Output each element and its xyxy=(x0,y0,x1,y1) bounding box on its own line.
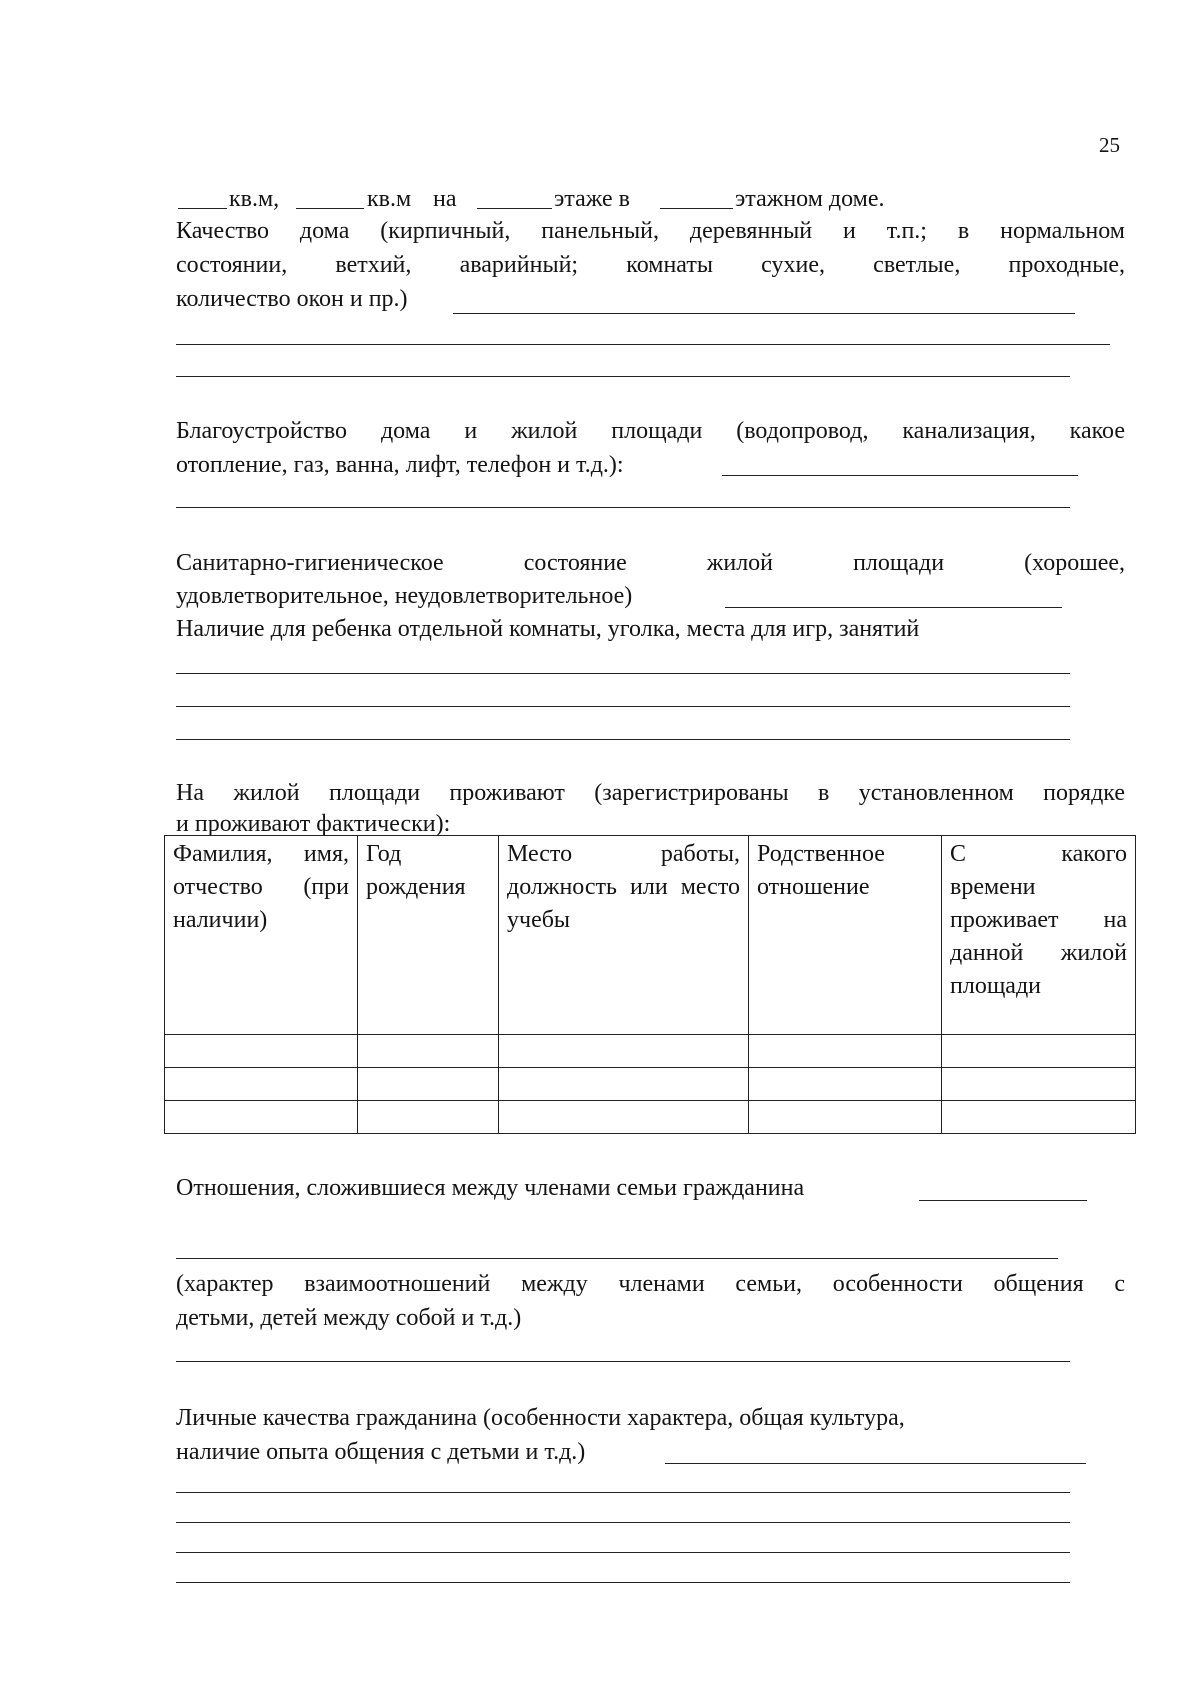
quality-text-line-2: состоянии, ветхий, аварийный; комнаты сухие, светлые, проходные, xyxy=(176,252,1125,278)
area-blank-2[interactable] xyxy=(296,208,364,209)
table-cell[interactable] xyxy=(749,1101,942,1134)
table-cell[interactable] xyxy=(358,1035,499,1068)
header-birth-year: Год рождения xyxy=(358,836,499,1035)
personal-text-line-2: наличие опыта общения с детьми и т.д.) xyxy=(176,1439,586,1465)
child-space-answer-line-3[interactable] xyxy=(176,739,1070,740)
table-row xyxy=(165,1035,1136,1068)
table-row xyxy=(165,1068,1136,1101)
table-cell[interactable] xyxy=(358,1068,499,1101)
sanitary-text-line-2: удовлетворительное, неудовлетворительное) xyxy=(176,583,633,609)
quality-text-line-3: количество окон и пр.) xyxy=(176,286,408,312)
relations-note-line-2: детьми, детей между собой и т.д.) xyxy=(176,1305,522,1331)
personal-text-line-1: Личные качества гражданина (особенности характера, общая культура, xyxy=(176,1405,905,1431)
quality-answer-line-2[interactable] xyxy=(176,344,1110,345)
relations-note-line-1: (характер взаимоотношений между членами семьи, особенности общения с xyxy=(176,1271,1125,1297)
table-cell[interactable] xyxy=(749,1068,942,1101)
amenities-text-line-1: Благоустройство дома и жилой площади (водопровод, канализация, какое xyxy=(176,418,1125,444)
table-cell[interactable] xyxy=(942,1035,1136,1068)
personal-answer-line-4[interactable] xyxy=(176,1552,1070,1553)
residents-intro-line-1: На жилой площади проживают (зарегистрированы в установленном порядке xyxy=(176,780,1125,806)
table-row xyxy=(165,1101,1136,1134)
relations-answer-line-1[interactable] xyxy=(919,1200,1087,1201)
relations-text: Отношения, сложившиеся между членами семьи гражданина xyxy=(176,1175,805,1201)
page-number: 25 xyxy=(1099,133,1120,157)
floor-label: этаже в xyxy=(554,186,630,212)
header-residence-since: С какого времени проживает на данной жилой площади xyxy=(942,836,1136,1035)
personal-answer-line-3[interactable] xyxy=(176,1522,1070,1523)
table-cell[interactable] xyxy=(499,1035,749,1068)
residents-intro-line-2: и проживают фактически): xyxy=(176,811,451,837)
amenities-answer-line-2[interactable] xyxy=(176,507,1070,508)
storeys-label: этажном доме. xyxy=(735,186,885,212)
table-cell[interactable] xyxy=(165,1068,358,1101)
table-cell[interactable] xyxy=(358,1101,499,1134)
quality-text-line-1: Качество дома (кирпичный, панельный, деревянный и т.п.; в нормальном xyxy=(176,218,1125,244)
table-cell[interactable] xyxy=(165,1035,358,1068)
relations-answer-line-3[interactable] xyxy=(176,1361,1070,1362)
amenities-answer-line-1[interactable] xyxy=(722,475,1078,476)
header-full-name: Фамилия, имя, отчество (при наличии) xyxy=(165,836,358,1035)
area-blank-1[interactable] xyxy=(178,208,227,209)
amenities-text-line-2: отопление, газ, ванна, лифт, телефон и т.д.): xyxy=(176,452,624,478)
child-space-text: Наличие для ребенка отдельной комнаты, уголка, места для игр, занятий xyxy=(176,616,920,642)
residents-header-row xyxy=(165,836,1136,1035)
table-cell[interactable] xyxy=(499,1068,749,1101)
header-relationship: Родственное отношение xyxy=(749,836,942,1035)
area-kvm-label-2: кв.м xyxy=(367,186,412,212)
table-cell[interactable] xyxy=(942,1068,1136,1101)
personal-answer-line-1[interactable] xyxy=(665,1463,1086,1464)
personal-answer-line-2[interactable] xyxy=(176,1492,1070,1493)
quality-answer-line-3[interactable] xyxy=(176,376,1070,377)
sanitary-answer-line[interactable] xyxy=(725,607,1062,608)
storeys-blank[interactable] xyxy=(660,208,733,209)
area-kvm-label-1: кв.м, xyxy=(229,186,280,212)
relations-answer-line-2[interactable] xyxy=(176,1258,1058,1259)
personal-answer-line-5[interactable] xyxy=(176,1582,1070,1583)
floor-blank[interactable] xyxy=(477,208,552,209)
table-cell[interactable] xyxy=(942,1101,1136,1134)
child-space-answer-line-1[interactable] xyxy=(176,673,1070,674)
table-cell[interactable] xyxy=(165,1101,358,1134)
header-workplace: Место работы, должность или место учебы xyxy=(499,836,749,1035)
residents-table xyxy=(164,835,1136,1134)
table-cell[interactable] xyxy=(499,1101,749,1134)
child-space-answer-line-2[interactable] xyxy=(176,706,1070,707)
table-cell[interactable] xyxy=(749,1035,942,1068)
quality-answer-line-1[interactable] xyxy=(453,313,1075,314)
area-na-label: на xyxy=(433,186,457,212)
sanitary-text-line-1: Санитарно-гигиеническое состояние жилой площади (хорошее, xyxy=(176,550,1125,576)
